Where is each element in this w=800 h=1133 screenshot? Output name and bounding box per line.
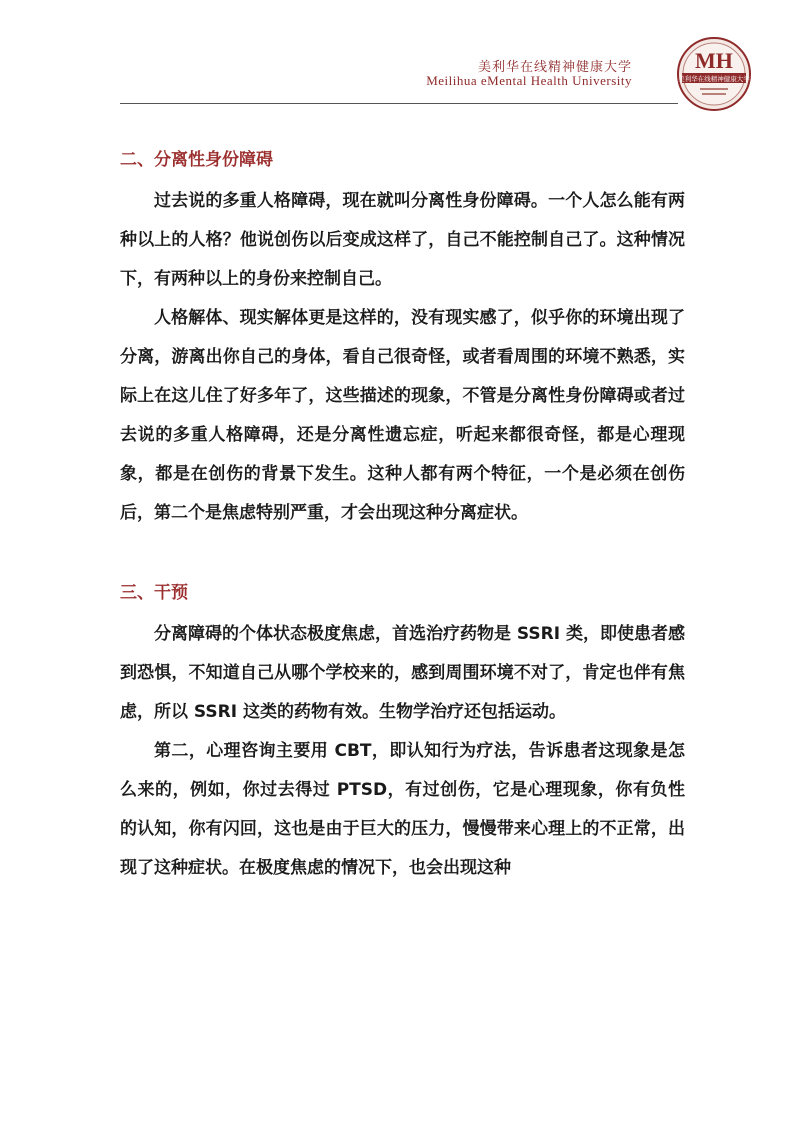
- header-divider: [120, 103, 678, 104]
- paragraph: 人格解体、现实解体更是这样的，没有现实感了，似乎你的环境出现了分离，游离出你自己的身体，看自己很奇怪，或者看周围的环境不熟悉，实际上在这儿住了好多年了，这些描述的现象，不管是分离性身份障碍或者过去说的多重人格障碍，还是分离性遗忘症，听起来都很奇怪，都是心理现象，都是在创伤的背景下发生。这种人都有两个特征，一个是必须在创伤后，第二个是焦虑特别严重，才会出现这种分离症状。: [120, 308, 685, 523]
- university-name-en: Meilihua eMental Health University: [426, 73, 632, 88]
- university-name-cn: 美利华在线精神健康大学: [477, 60, 632, 75]
- paragraph: 分离障碍的个体状态极度焦虑，首选治疗药物是 SSRI 类，即使患者感到恐惧，不知道自己从哪个学校来的，感到周围环境不对了，肯定也伴有焦虑，所以 SSRI 这类的药物有效。生物学治疗还包括运动。: [120, 624, 685, 722]
- section-heading-dissociative-identity: 二、分离性身份障碍: [120, 150, 273, 170]
- page-header: [0, 0, 800, 110]
- document-body: [120, 138, 685, 888]
- paragraph: 过去说的多重人格障碍，现在就叫分离性身份障碍。一个人怎么能有两种以上的人格？他说创伤以后变成这样了，自己不能控制自己了。这种情况下，有两种以上的身份来控制自己。: [120, 191, 685, 289]
- svg-text:MH: MH: [695, 48, 733, 73]
- section-heading-intervention: 三、干预: [120, 583, 188, 603]
- paragraph: 第二，心理咨询主要用 CBT，即认知行为疗法，告诉患者这现象是怎么来的，例如，你过去得过 PTSD，有过创伤，它是心理现象，你有负性的认知，你有闪回，这也是由于巨大的压力，慢慢带来心理上的不正常，出现了这种症状。在极度焦虑的情况下，也会出现这种: [120, 741, 685, 878]
- seal-band-text: 美利华在线精神健康大学: [678, 75, 750, 83]
- university-seal-icon: [676, 36, 752, 112]
